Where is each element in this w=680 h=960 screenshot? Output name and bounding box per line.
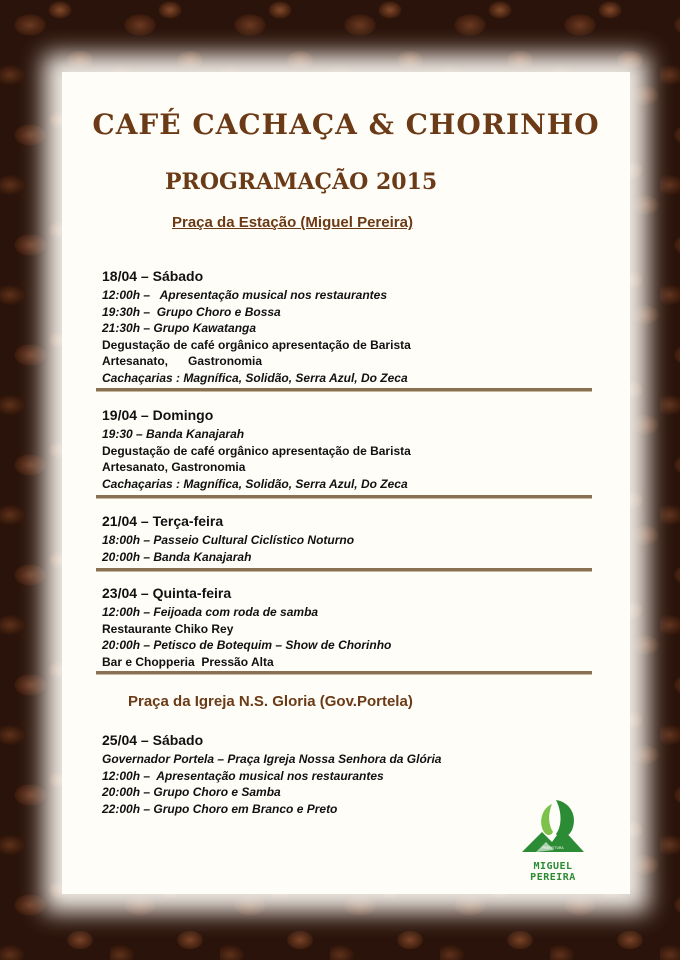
section-divider <box>96 495 592 498</box>
schedule-line: 20:00h – Grupo Choro e Samba <box>102 785 281 799</box>
schedule-line: Degustação de café orgânico apresentação de Barista <box>102 443 411 458</box>
schedule-line: Degustação de café orgânico apresentação de Barista <box>102 337 411 352</box>
schedule-line: Governador Portela – Praça Igreja Nossa Senhora da Glória <box>102 752 442 766</box>
schedule-line: 12:00h – Feijoada com roda de samba <box>102 605 319 619</box>
schedule-line: 19:30 – Banda Kanajarah <box>102 427 245 441</box>
schedule-line: Artesanato, Gastronomia <box>102 354 263 368</box>
location-heading: Praça da Estação (Miguel Pereira) <box>172 214 413 231</box>
schedule-line: Artesanato, Gastronomia <box>102 460 246 474</box>
schedule-line: Restaurante Chiko Rey <box>102 621 234 636</box>
schedule-line: Cachaçarias : Magnífica, Solidão, Serra Azul, Do Zeca <box>102 476 408 491</box>
schedule-line: 20:00h – Petisco de Botequim – Show de Chorinho <box>102 638 392 652</box>
logo-text: MIGUEL PEREIRA <box>530 861 576 883</box>
schedule-day-1 <box>102 268 592 386</box>
section-divider <box>96 671 592 674</box>
schedule-line: 21:30h – Grupo Kawatanga <box>102 321 257 335</box>
schedule-line: 22:00h – Grupo Choro em Branco e Preto <box>102 801 338 816</box>
location-heading-2: Praça da Igreja N.S. Gloria (Gov.Portela) <box>128 693 413 710</box>
schedule-line: 20:00h – Banda Kanajarah <box>102 549 252 564</box>
poster-title: CAFÉ CACHAÇA & CHORINHO <box>92 108 600 141</box>
schedule-day-3 <box>102 513 592 565</box>
section-divider <box>96 568 592 571</box>
day-heading: 25/04 – Sábado <box>102 732 204 748</box>
section-divider <box>96 388 592 391</box>
schedule-line: 12:00h – Apresentação musical nos restaurantes <box>102 288 388 302</box>
schedule-line: 19:30h – Grupo Choro e Bossa <box>102 304 281 319</box>
schedule-day-2 <box>102 407 592 492</box>
schedule-line: Bar e Chopperia Pressão Alta <box>102 654 274 669</box>
poster-subtitle: PROGRAMAÇÃO 2015 <box>165 169 438 195</box>
day-heading: 19/04 – Domingo <box>102 407 214 423</box>
schedule-line: 18:00h – Passeio Cultural Ciclístico Noturno <box>102 533 355 547</box>
day-heading: 21/04 – Terça-feira <box>102 513 224 529</box>
schedule-day-4 <box>102 585 592 670</box>
logo-small-text: PREFEITURA <box>542 846 564 850</box>
miguel-pereira-logo <box>508 794 598 883</box>
schedule-line: 12:00h – Apresentação musical nos restaurantes <box>102 768 384 783</box>
poster-frame <box>62 72 630 894</box>
day-heading: 18/04 – Sábado <box>102 268 204 284</box>
schedule-line: Cachaçarias : Magnífica, Solidão, Serra Azul, Do Zeca <box>102 370 408 385</box>
mountain-leaf-icon <box>518 794 588 856</box>
day-heading: 23/04 – Quinta-feira <box>102 585 232 601</box>
